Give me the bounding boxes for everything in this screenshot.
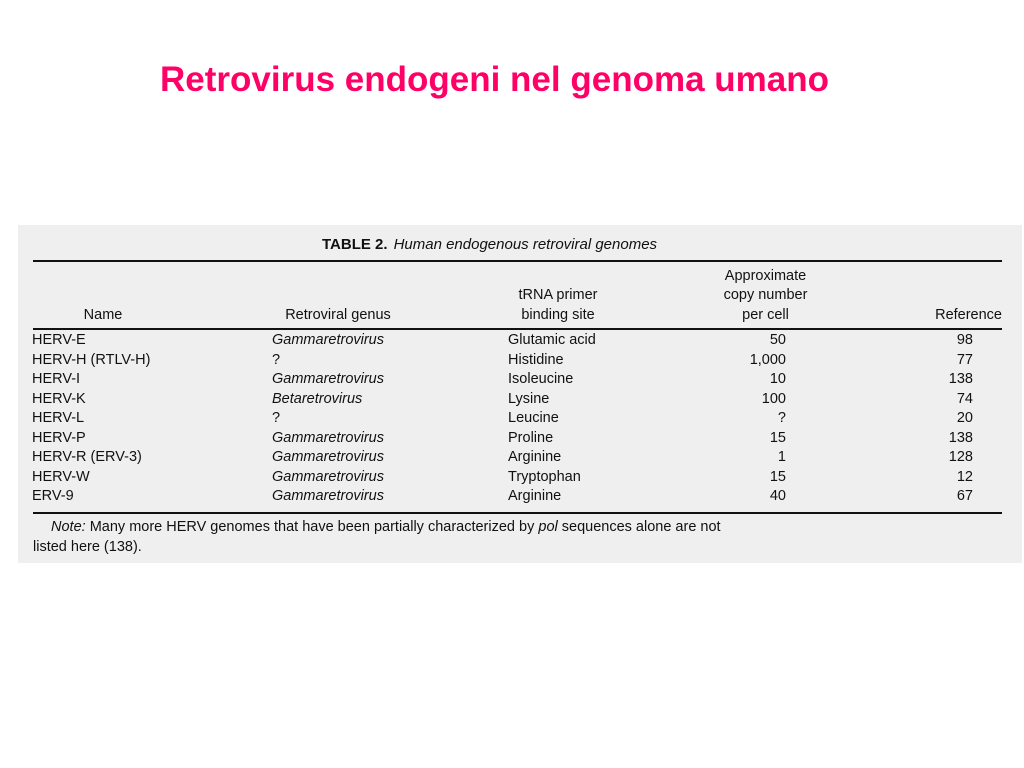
cell-reference: 12 [956, 468, 973, 485]
cell-reference: 74 [956, 390, 973, 407]
header-trna-line: binding site [521, 306, 595, 323]
cell-copy-number: 100 [761, 390, 786, 407]
cell-genus: Gammaretrovirus [272, 429, 384, 446]
cell-reference: 128 [948, 449, 973, 465]
header-copy-number [688, 265, 843, 325]
cell-genus: Betaretrovirus [272, 390, 363, 407]
cell-copy-number: 10 [769, 371, 786, 387]
cell-copy-number: 15 [769, 429, 786, 446]
note-text-after: sequences alone are not [561, 519, 721, 535]
cell-trna: Lysine [508, 390, 550, 407]
cell-genus: Gammaretrovirus [272, 332, 384, 348]
cell-name: HERV-L [32, 410, 85, 426]
cell-trna: Histidine [508, 351, 564, 368]
table-row [18, 370, 1022, 390]
cell-copy-number: 1 [777, 449, 786, 465]
cell-trna: Isoleucine [508, 371, 574, 387]
table-row [18, 468, 1022, 488]
cell-reference: 98 [956, 332, 973, 348]
header-trna [488, 265, 628, 325]
cell-reference: 67 [956, 488, 973, 504]
table-row [18, 429, 1022, 449]
header-reference-line: Reference [935, 306, 1002, 323]
cell-reference: 138 [948, 371, 973, 387]
note-text-line2: listed here (138). [33, 539, 142, 555]
cell-name: ERV-9 [32, 488, 74, 504]
table-row [18, 448, 1022, 468]
cell-reference: 138 [948, 429, 973, 446]
table-top-rule [33, 260, 1002, 262]
table-caption-text: Human endogenous retroviral genomes [393, 236, 658, 253]
cell-trna: Glutamic acid [508, 332, 596, 348]
cell-name: HERV-E [32, 332, 86, 348]
cell-copy-number: 40 [769, 488, 786, 504]
cell-genus: Gammaretrovirus [272, 371, 384, 387]
cell-name: HERV-W [32, 468, 90, 485]
slide-title: Retrovirus endogeni nel genoma umano [160, 60, 829, 99]
table-header-rule [33, 328, 1002, 330]
cell-reference: 77 [956, 351, 973, 368]
note-label: Note: [51, 519, 86, 535]
cell-copy-number: 50 [769, 332, 786, 348]
table-row [18, 390, 1022, 410]
table-note [33, 517, 933, 557]
header-copy-line: Approximate [724, 267, 807, 284]
header-reference [898, 265, 1002, 325]
cell-name: HERV-I [32, 371, 81, 387]
cell-name: HERV-K [32, 390, 86, 407]
cell-trna: Arginine [508, 449, 562, 465]
cell-trna: Leucine [508, 410, 559, 426]
cell-genus: Gammaretrovirus [272, 488, 384, 504]
cell-trna: Tryptophan [508, 468, 581, 485]
table-caption [322, 235, 657, 255]
table-panel [18, 225, 1022, 563]
header-copy-line: per cell [742, 306, 789, 323]
header-name-line: Name [83, 306, 123, 323]
header-genus-line: Retroviral genus [285, 306, 391, 323]
header-trna-line: tRNA primer [518, 287, 598, 303]
cell-name: HERV-P [32, 429, 86, 446]
table-row [18, 409, 1022, 429]
cell-name: HERV-R (ERV-3) [32, 449, 142, 465]
header-copy-line: copy number [723, 287, 808, 303]
table-row [18, 351, 1022, 371]
header-name [33, 265, 173, 325]
table-bottom-rule [33, 512, 1002, 514]
table-caption-label: TABLE 2. [322, 236, 388, 253]
cell-copy-number: ? [777, 410, 786, 426]
cell-genus: ? [272, 351, 281, 368]
cell-name: HERV-H (RTLV-H) [32, 351, 151, 368]
table-row [18, 487, 1022, 507]
note-text-before: Many more HERV genomes that have been partially characterized by [89, 519, 535, 535]
note-italic-word: pol [538, 519, 558, 535]
cell-copy-number: 15 [769, 468, 786, 485]
cell-trna: Arginine [508, 488, 562, 504]
cell-copy-number: 1,000 [749, 351, 786, 368]
header-genus [268, 265, 408, 325]
table-row [18, 331, 1022, 351]
cell-reference: 20 [956, 410, 973, 426]
cell-genus: Gammaretrovirus [272, 449, 384, 465]
cell-genus: Gammaretrovirus [272, 468, 384, 485]
cell-genus: ? [272, 410, 281, 426]
cell-trna: Proline [508, 429, 554, 446]
table-body [18, 331, 1022, 507]
